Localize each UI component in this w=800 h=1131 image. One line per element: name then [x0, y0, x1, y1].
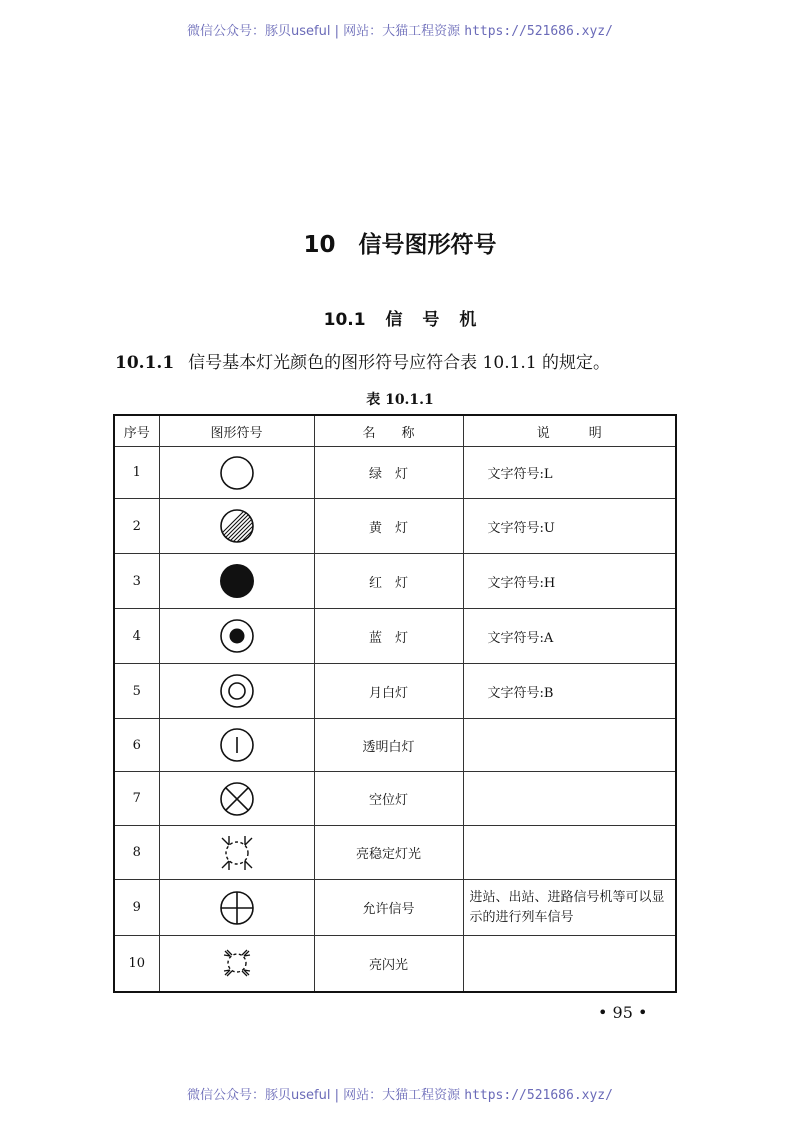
filled-circle-icon: [217, 561, 257, 601]
chapter-title: 10 信号图形符号: [303, 232, 497, 258]
flashing-light-icon: [217, 943, 257, 983]
row-number: 7: [114, 772, 159, 826]
double-circle-icon: [217, 671, 257, 711]
table-row: [114, 936, 676, 992]
watermark-text: 微信公众号：豚贝useful | 网站：大猫工程资源: [187, 24, 465, 39]
header-symbol: 图形符号: [159, 415, 314, 447]
row-number: 10: [114, 936, 159, 992]
signal-description: 文字符号:L: [463, 447, 676, 499]
signal-description: 文字符号:H: [463, 554, 676, 609]
symbol-cell: [159, 936, 314, 992]
watermark-text: 微信公众号：豚贝useful | 网站：大猫工程资源: [187, 1088, 465, 1103]
row-number: 9: [114, 880, 159, 936]
signal-symbol-table: [113, 414, 677, 993]
table-caption: 表 10.1.1: [366, 392, 434, 408]
row-number: 4: [114, 609, 159, 664]
table-row: [114, 554, 676, 609]
row-number: 6: [114, 719, 159, 772]
row-number: 1: [114, 447, 159, 499]
symbol-cell: [159, 664, 314, 719]
signal-description: 进站、出站、进路信号机等可以显示的进行列车信号: [463, 880, 676, 936]
circle-vertical-line-icon: [217, 725, 257, 765]
circle-with-dot-icon: [217, 616, 257, 656]
signal-name: 红 灯: [314, 554, 463, 609]
signal-description: 文字符号:B: [463, 664, 676, 719]
table-row: [114, 499, 676, 554]
signal-description: [463, 826, 676, 880]
table-row: [114, 826, 676, 880]
signal-name: 绿 灯: [314, 447, 463, 499]
watermark-url: https://521686.xyz/: [464, 1088, 613, 1103]
symbol-cell: [159, 499, 314, 554]
table-row: [114, 609, 676, 664]
hatched-circle-icon: [217, 506, 257, 546]
signal-name: 亮闪光: [314, 936, 463, 992]
symbol-cell: [159, 554, 314, 609]
signal-description: 文字符号:A: [463, 609, 676, 664]
clause-number: 10.1.1: [115, 353, 175, 373]
clause-text: 信号基本灯光颜色的图形符号应符合表 10.1.1 的规定。: [188, 353, 611, 373]
table-row: [114, 880, 676, 936]
clause: [115, 348, 610, 373]
signal-name: 空位灯: [314, 772, 463, 826]
symbol-cell: [159, 880, 314, 936]
signal-name: 蓝 灯: [314, 609, 463, 664]
page-number: • 95 •: [598, 1003, 648, 1022]
symbol-cell: [159, 719, 314, 772]
row-number: 8: [114, 826, 159, 880]
signal-description: [463, 772, 676, 826]
table-row: [114, 664, 676, 719]
row-number: 5: [114, 664, 159, 719]
watermark-top: [0, 20, 800, 39]
watermark-bottom: [0, 1084, 800, 1103]
open-circle-icon: [217, 453, 257, 493]
signal-description: [463, 936, 676, 992]
signal-name: 透明白灯: [314, 719, 463, 772]
table-header-row: [114, 415, 676, 447]
symbol-cell: [159, 447, 314, 499]
signal-name: 允许信号: [314, 880, 463, 936]
row-number: 3: [114, 554, 159, 609]
steady-light-icon: [217, 833, 257, 873]
row-number: 2: [114, 499, 159, 554]
watermark-url: https://521686.xyz/: [464, 24, 613, 39]
symbol-cell: [159, 772, 314, 826]
table-row: [114, 719, 676, 772]
signal-name: 月白灯: [314, 664, 463, 719]
table-row: [114, 772, 676, 826]
symbol-cell: [159, 826, 314, 880]
header-name: 名 称: [314, 415, 463, 447]
header-desc: 说 明: [463, 415, 676, 447]
circle-cross-icon: [217, 779, 257, 819]
signal-description: 文字符号:U: [463, 499, 676, 554]
signal-description: [463, 719, 676, 772]
header-no: 序号: [114, 415, 159, 447]
signal-name: 黄 灯: [314, 499, 463, 554]
symbol-cell: [159, 609, 314, 664]
table-row: [114, 447, 676, 499]
signal-name: 亮稳定灯光: [314, 826, 463, 880]
circle-plus-icon: [217, 888, 257, 928]
section-title: 10.1 信 号 机: [323, 310, 477, 330]
